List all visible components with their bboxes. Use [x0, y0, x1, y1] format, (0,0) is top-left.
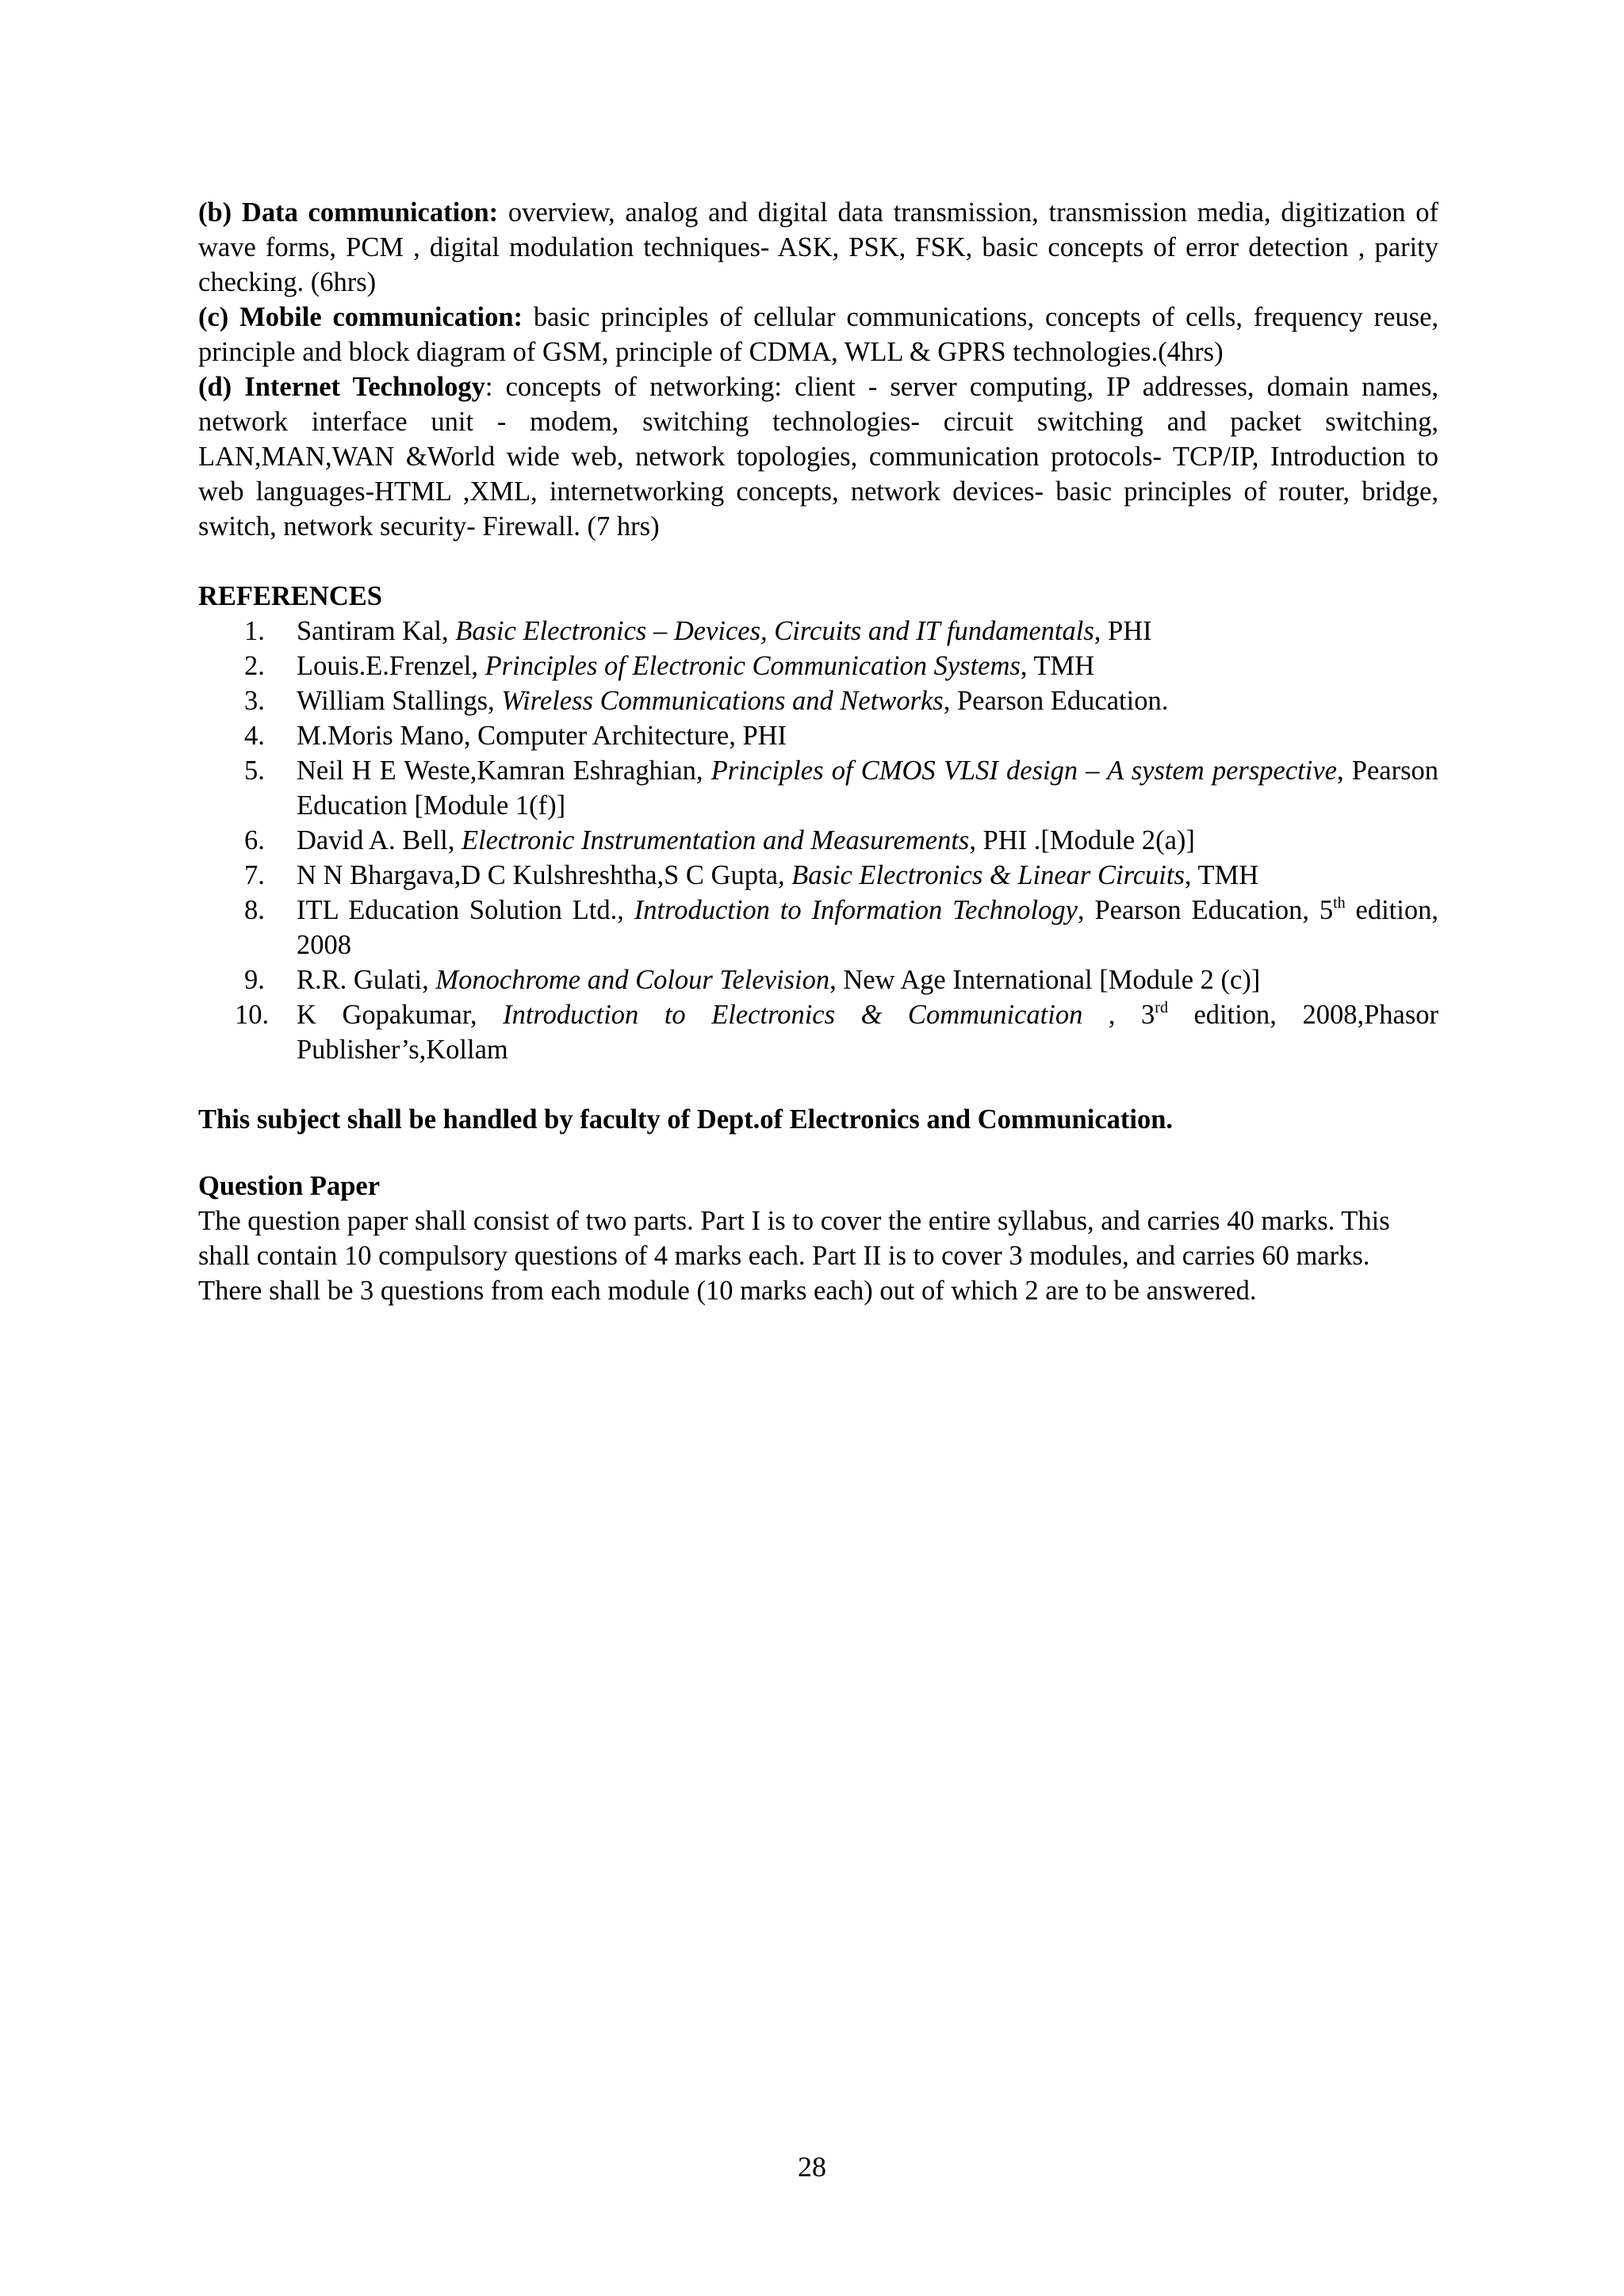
page-number: 28: [798, 2151, 826, 2183]
reference-author: R.R. Gulati,: [297, 965, 436, 995]
section-c-heading: (c) Mobile communication:: [198, 302, 523, 332]
reference-item: [198, 893, 1438, 962]
reference-publisher: , TMH: [1020, 651, 1095, 681]
reference-author: M.Moris Mano, Computer Architecture, PHI: [297, 721, 787, 751]
reference-author: Louis.E.Frenzel,: [297, 651, 485, 681]
reference-author: William Stallings,: [297, 686, 502, 716]
reference-item: [198, 614, 1438, 649]
reference-item: [198, 683, 1438, 718]
document-page: [198, 195, 1438, 1308]
reference-publisher: , PHI: [1094, 616, 1152, 646]
syllabus-section-c: [198, 300, 1438, 369]
references-title: REFERENCES: [198, 581, 382, 611]
reference-title: Introduction to Electronics & Communication: [503, 1000, 1083, 1030]
reference-title: Basic Electronics – Devices, Circuits and IT fundamentals: [455, 616, 1094, 646]
reference-author: ITL Education Solution Ltd.,: [297, 895, 634, 925]
reference-author: Santiram Kal,: [297, 616, 456, 646]
reference-item: [198, 962, 1438, 997]
reference-publisher: , Pearson Education, 5: [1077, 895, 1334, 925]
section-d-text: : concepts of networking: client - server computing, IP addresses, domain names, network interface unit - modem, switching technologies- circuit switching and packet switching, LAN,MAN,WAN &World wide web, network topologies, communication protocols- TCP/IP, Introduction to web languages-HTML ,XML, internetworking concepts, network devices- basic principles of router, bridge, switch, network security- Firewall. (7 hrs): [198, 372, 1438, 541]
reference-title: Principles of CMOS VLSI design – A system perspective: [710, 756, 1337, 786]
question-paper-title: Question Paper: [198, 1171, 381, 1201]
reference-publisher: , Pearson Education.: [943, 686, 1169, 716]
syllabus-section-b: [198, 195, 1438, 300]
reference-item: [198, 858, 1438, 893]
reference-publisher: , TMH: [1184, 860, 1259, 890]
question-paper-text: The question paper shall consist of two parts. Part I is to cover the entire syllabus, and carries 40 marks. This shall contain 10 compulsory questions of 4 marks each. Part II is to cover 3 modules, and carries 60 marks. There shall be 3 questions from each module (10 marks each) out of which 2 are to be answered.: [198, 1206, 1390, 1306]
reference-number: 9.: [244, 965, 265, 995]
reference-publisher: , 3: [1082, 1000, 1155, 1030]
reference-number: 5.: [244, 756, 265, 786]
reference-number: 2.: [244, 651, 265, 681]
reference-number: 8.: [244, 895, 265, 925]
reference-title: Monochrome and Colour Television: [435, 965, 830, 995]
reference-edition: edition, 2008: [297, 895, 1438, 960]
reference-number: 3.: [244, 686, 265, 716]
syllabus-section-d: [198, 369, 1438, 544]
reference-title: Electronic Instrumentation and Measurements: [461, 825, 970, 855]
reference-number: 4.: [244, 721, 265, 751]
reference-title: Introduction to Information Technology: [634, 895, 1078, 925]
spacer: [198, 1067, 1438, 1102]
reference-item: [198, 823, 1438, 858]
reference-author: K Gopakumar,: [297, 1000, 504, 1030]
reference-publisher: , PHI .[Module 2(a)]: [969, 825, 1195, 855]
section-c-text: basic principles of cellular communications, concepts of cells, frequency reuse, principle and block diagram of GSM, principle of CDMA, WLL & GPRS technologies.(4hrs): [198, 302, 1439, 367]
spacer: [198, 544, 1438, 579]
reference-title: Principles of Electronic Communication Systems: [485, 651, 1021, 681]
reference-item: [198, 649, 1438, 683]
superscript: th: [1333, 894, 1346, 912]
reference-publisher: , New Age International [Module 2 (c)]: [829, 965, 1261, 995]
superscript: rd: [1155, 999, 1168, 1016]
reference-author: Neil H E Weste,Kamran Eshraghian,: [297, 756, 711, 786]
reference-author: David A. Bell,: [297, 825, 462, 855]
reference-item: [198, 997, 1438, 1067]
reference-title: , Basic Electronics & Linear Circuits: [777, 860, 1185, 890]
reference-number: 6.: [244, 825, 265, 855]
section-b-heading: (b) Data communication:: [198, 197, 499, 228]
reference-number: 7.: [244, 860, 265, 890]
reference-number: 1.: [244, 616, 265, 646]
spacer: [198, 1137, 1438, 1169]
reference-item: [198, 718, 1438, 753]
section-b-text: overview, analog and digital data transmission, transmission media, digitization of wave forms, PCM , digital modulation techniques- ASK, PSK, FSK, basic concepts of error detection , parity checking. (6hrs): [198, 197, 1438, 297]
reference-item: [198, 753, 1438, 823]
reference-edition: edition, 2008,Phasor Publisher’s,Kollam: [297, 1000, 1438, 1065]
references-list: [198, 614, 1438, 1067]
reference-title: Wireless Communications and Networks: [501, 686, 944, 716]
reference-author: N N Bhargava,D C Kulshreshtha,S C Gupta: [297, 860, 778, 890]
section-d-heading: (d) Internet Technology: [198, 372, 485, 402]
faculty-notice: This subject shall be handled by faculty of Dept.of Electronics and Communication.: [198, 1104, 1174, 1135]
reference-number: 10.: [235, 1000, 270, 1030]
reference-publisher: , Pearson Education [Module 1(f)]: [297, 756, 1439, 821]
